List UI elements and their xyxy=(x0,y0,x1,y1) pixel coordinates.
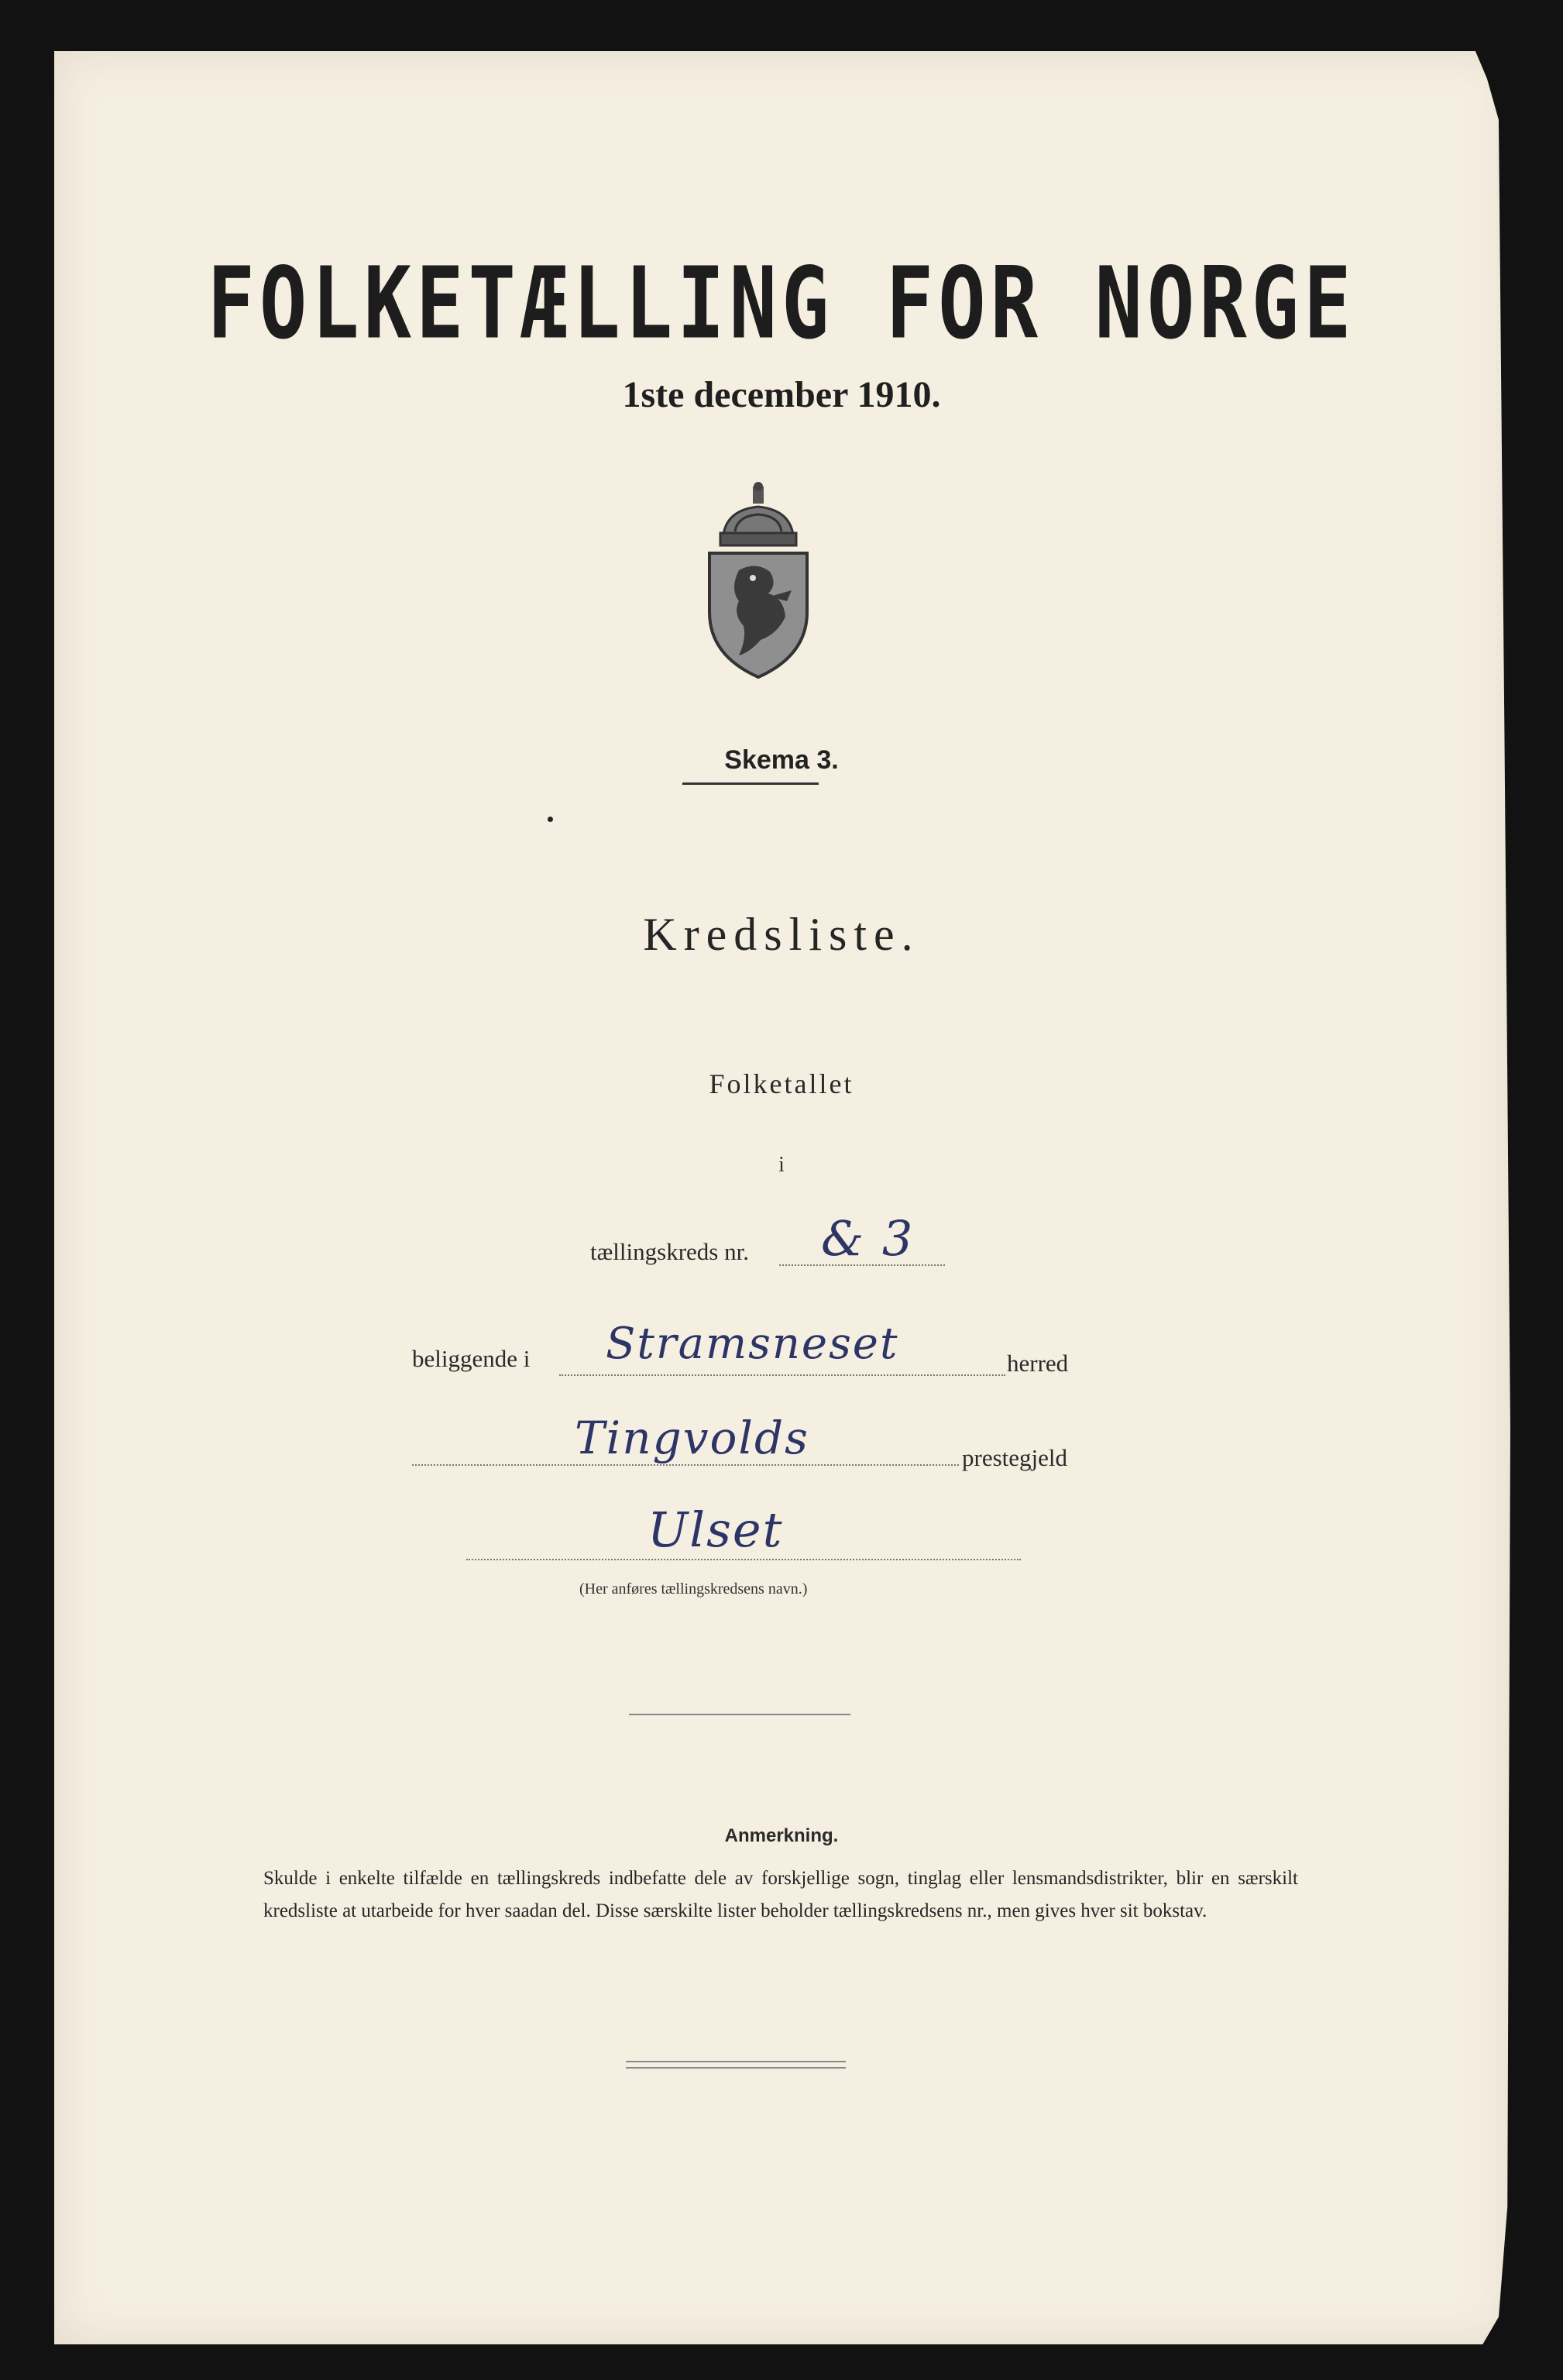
district-name-field-line xyxy=(466,1559,1021,1560)
norwegian-coat-of-arms-icon xyxy=(692,480,824,682)
footer-divider-top xyxy=(626,2061,846,2062)
herred-field-line xyxy=(559,1374,1005,1376)
list-title: Kredsliste. xyxy=(643,909,920,960)
in-label: i xyxy=(778,1153,785,1177)
population-label: Folketallet xyxy=(709,1068,854,1099)
parish-label: prestegjeld xyxy=(962,1444,1068,1471)
herred-value: Stramsneset xyxy=(606,1319,899,1369)
remark-text: Skulde i enkelte tilfælde en tællingskreds indbefatte dele av forskjellige sogn, tinglag eller lensmandsdistrikter, blir en særskilt kredsliste at utarbeide for hver saadan del. Disse særskilte lister beholder tællingskredsens nr., men gives hver sit bokstav. xyxy=(263,1868,1298,1921)
remark-title: Anmerkning. xyxy=(724,1825,839,1846)
ink-dot xyxy=(548,817,553,822)
section-divider xyxy=(629,1714,850,1715)
parish-value: Tingvolds xyxy=(575,1412,809,1464)
district-name-value: Ulset xyxy=(648,1501,784,1558)
schema-label: Skema 3. xyxy=(724,745,839,775)
located-in-label: beliggende i xyxy=(412,1345,531,1372)
census-date: 1ste december 1910. xyxy=(622,374,941,415)
district-number-value: & 3 xyxy=(821,1210,915,1267)
district-name-note: (Her anføres tællingskredsens navn.) xyxy=(579,1580,808,1598)
district-number-label: tællingskreds nr. xyxy=(590,1238,749,1265)
page-title: FOLKETÆLLING FOR NORGE xyxy=(207,246,1356,362)
parish-field-line xyxy=(412,1464,959,1466)
herred-label: herred xyxy=(1007,1350,1069,1377)
schema-underline xyxy=(682,782,819,785)
footer-divider-bottom xyxy=(626,2067,846,2069)
